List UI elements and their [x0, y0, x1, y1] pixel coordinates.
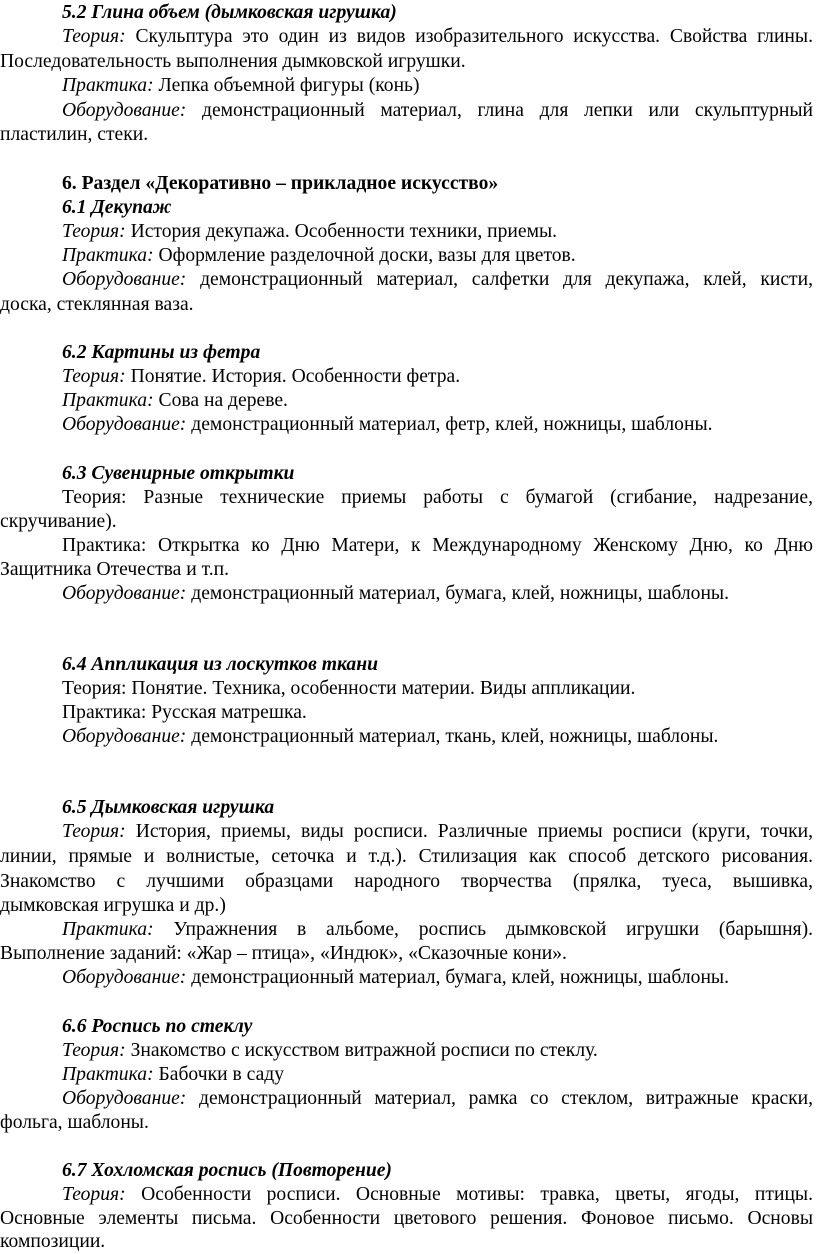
- equipment-line: Оборудование: демонстрационный материал, ткань, клей, ножницы, шаблоны.: [62, 726, 719, 747]
- theory-line: Теория: Знакомство с искусством витражной росписи по стеклу.: [62, 1040, 598, 1061]
- theory-line: Теория: История декупажа. Особенности техники, приемы.: [62, 221, 558, 242]
- theory-line: Теория: Скульптура это один из видов изобразительного искусства. Свойства глины.: [62, 26, 813, 47]
- theory-line: Знакомство с лучшими образцами народного творчества (прялка, туеса, вышивка,: [0, 871, 813, 892]
- theory-line: композиции.: [0, 1231, 106, 1252]
- theory-line: линии, прямые и волнистые, сеточка и т.д.). Стилизация как способ детского рисования.: [0, 846, 813, 867]
- section-heading: 6.5 Дымковская игрушка: [62, 797, 275, 818]
- theory-line: Теория: Особенности росписи. Основные мотивы: травка, цветы, ягоды, птицы.: [62, 1184, 813, 1205]
- theory-line: дымковская игрушка и др.): [0, 895, 226, 916]
- theory-line: Теория: Разные технические приемы работы с бумагой (сгибание, надрезание,: [62, 487, 813, 508]
- equipment-line: фольга, шаблоны.: [0, 1112, 149, 1133]
- practice-line: Практика: Лепка объемной фигуры (конь): [62, 75, 420, 96]
- section-heading: 6.7 Хохломская роспись (Повторение): [62, 1160, 392, 1181]
- practice-line: Практика: Упражнения в альбоме, роспись дымковской игрушки (барышня).: [62, 919, 813, 940]
- equipment-line: Оборудование: демонстрационный материал, салфетки для декупажа, клей, кисти,: [62, 269, 813, 290]
- practice-line: Практика: Открытка ко Дню Матери, к Международному Женскому Дню, ко Дню: [62, 535, 813, 556]
- theory-line: скручивание).: [0, 511, 117, 532]
- equipment-line: Оборудование: демонстрационный материал, рамка со стеклом, витражные краски,: [62, 1088, 813, 1109]
- section-heading: 6.1 Декупаж: [62, 197, 172, 218]
- section-heading: 6.6 Роспись по стеклу: [62, 1016, 253, 1037]
- theory-line: Теория: Понятие. История. Особенности фетра.: [62, 366, 461, 387]
- section-heading: 5.2 Глина объем (дымковская игрушка): [62, 2, 397, 23]
- section-heading: 6.4 Аппликация из лоскутков ткани: [62, 654, 378, 675]
- practice-line: Практика: Бабочки в саду: [62, 1064, 285, 1085]
- practice-line: Защитника Отечества и т.п.: [0, 559, 230, 580]
- theory-line: Основные элементы письма. Особенности цветового решения. Фоновое письмо. Основы: [0, 1208, 813, 1229]
- practice-line: Практика: Сова на дереве.: [62, 390, 288, 411]
- equipment-line: доска, стеклянная ваза.: [0, 294, 194, 315]
- practice-line: Практика: Оформление разделочной доски, вазы для цветов.: [62, 245, 576, 266]
- section-heading: 6.3 Сувенирные открытки: [62, 463, 295, 484]
- theory-line: Теория: Понятие. Техника, особенности материи. Виды аппликации.: [62, 678, 636, 699]
- chapter-heading: 6. Раздел «Декоративно – прикладное искусство»: [62, 173, 499, 194]
- equipment-line: Оборудование: демонстрационный материал, глина для лепки или скульптурный: [62, 100, 813, 121]
- section-heading: 6.2 Картины из фетра: [62, 342, 261, 363]
- equipment-line: Оборудование: демонстрационный материал, фетр, клей, ножницы, шаблоны.: [62, 414, 713, 435]
- equipment-line: Оборудование: демонстрационный материал, бумага, клей, ножницы, шаблоны.: [62, 967, 729, 988]
- practice-line: Практика: Русская матрешка.: [62, 702, 307, 723]
- practice-line: Выполнение заданий: «Жар – птица», «Индюк», «Сказочные кони».: [0, 943, 567, 964]
- equipment-line: пластилин, стеки.: [0, 124, 149, 145]
- theory-line: Теория: История, приемы, виды росписи. Различные приемы росписи (круги, точки,: [62, 821, 813, 842]
- equipment-line: Оборудование: демонстрационный материал, бумага, клей, ножницы, шаблоны.: [62, 583, 729, 604]
- theory-line: Последовательность выполнения дымковской игрушки.: [0, 51, 466, 72]
